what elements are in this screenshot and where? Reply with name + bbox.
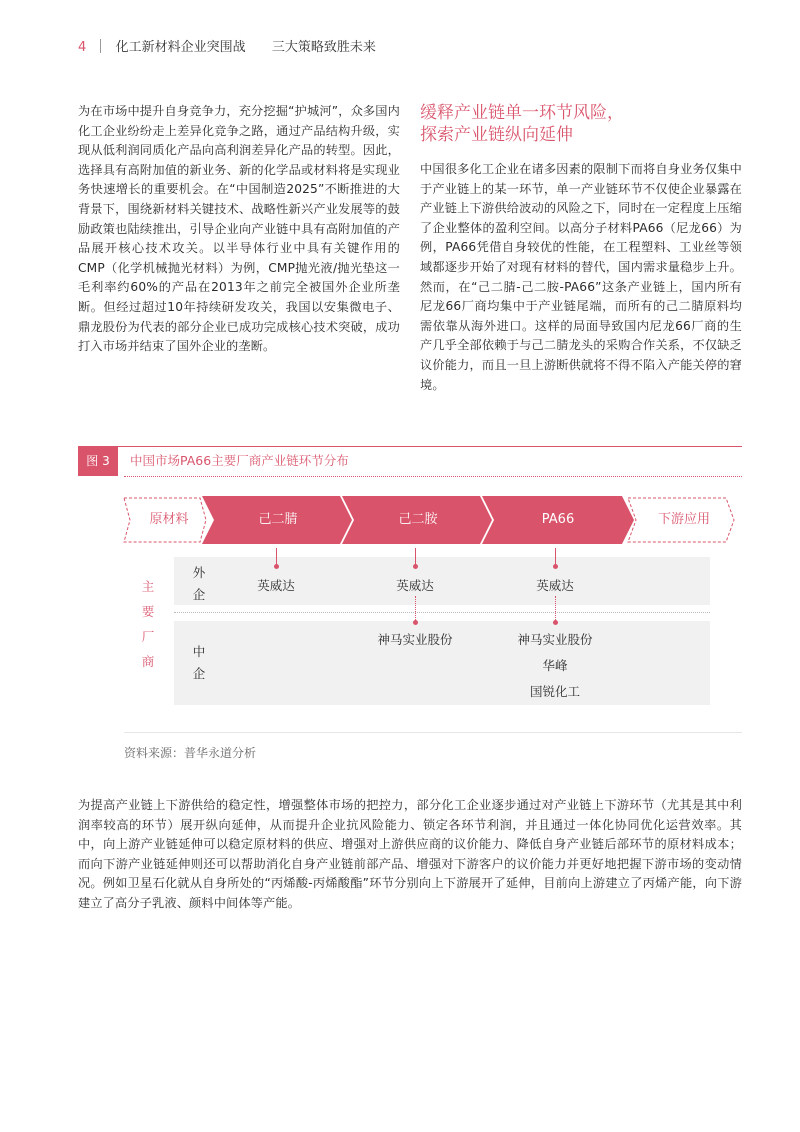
connector-dotted-line bbox=[415, 596, 416, 622]
domestic-pa66-company-1: 神马实业股份 bbox=[517, 632, 593, 647]
group-label-char: 厂 bbox=[141, 629, 155, 644]
figure-source: 资料来源：普华永道分析 bbox=[124, 746, 257, 760]
group-label-char: 主 bbox=[141, 579, 155, 594]
left-column bbox=[78, 102, 400, 357]
section-heading-line2: 探索产业链纵向延伸 bbox=[420, 125, 573, 145]
domestic-pa66-company-3: 国锐化工 bbox=[529, 684, 580, 699]
foreign-adiponitrile-company: 英威达 bbox=[257, 578, 295, 593]
foreign-label bbox=[191, 562, 207, 606]
header-subtitle: 三大策略致胜未来 bbox=[271, 40, 376, 55]
value-chain bbox=[122, 496, 742, 544]
chain-stage-pa66: PA66 bbox=[541, 512, 575, 527]
connector-dot bbox=[413, 620, 418, 625]
row-divider bbox=[174, 612, 710, 613]
connector-dot bbox=[413, 564, 418, 569]
connector-dot bbox=[553, 620, 558, 625]
figure-title-divider bbox=[124, 476, 742, 477]
left-paragraph: 为在市场中提升自身竞争力，充分挖掘“护城河”，众多国内化工企业纷纷走上差异化竞争之路，通过产品结构升级，实现从低利润同质化产品向高利润差异化产品的转型。因此，选择具有高附加值的新业务、新的化学品或材料将是实现业务快速增长的重要机会。在“中国制造2025”不断推进的大背景下，围绕新材料关键技术、战略性新兴产业发展等的鼓励政策也陆续推出，引导企业向产业链中具有高附加值的产品展开核心技术攻关。以半导体行业中具有关键作用的CMP（化学机械抛光材料）为例，CMP抛光液/抛光垫这一毛利率约60%的产品在2013年之前完全被国外企业所垄断。但经过超过10年持续研发攻关，我国以安集微电子、鼎龙股份为代表的部分企业已成功完成核心技术突破，成功打入市场并结束了国外企业的垄断。 bbox=[78, 104, 400, 354]
header-divider bbox=[100, 39, 101, 53]
chain-start-label: 原材料 bbox=[149, 512, 189, 527]
page-header bbox=[78, 36, 376, 55]
section-heading bbox=[420, 102, 742, 146]
header-title: 化工新材料企业突围战 bbox=[115, 40, 246, 55]
section-heading-line1: 缓释产业链单一环节风险， bbox=[420, 103, 624, 123]
connector-dot bbox=[274, 564, 279, 569]
chain-stage-hexamethylenediamine: 己二胺 bbox=[398, 512, 438, 527]
chain-stage-adiponitrile: 己二腈 bbox=[258, 512, 298, 527]
page-number: 4 bbox=[78, 40, 87, 55]
right-paragraph: 中国很多化工企业在诸多因素的限制下而将自身业务仅集中于产业链上的某一环节，单一产业链环节不仅使企业暴露在产业链上下游供给波动的风险之下，同时在一定程度上压缩了企业整体的盈利空间。以高分子材料PA66（尼龙66）为例，PA66凭借自身较优的性能，在工程塑料、工业丝等领域都逐步开始了对现有材料的替代，国内需求量稳步上升。然而，在“己二腈-己二胺-PA66”这条产业链上，国内所有尼龙66厂商均集中于产业链尾端，而所有的己二腈原料均需依靠从海外进口。这样的局面导致国内尼龙66厂商的生产几乎全部依赖于与己二腈龙头的采购合作关系，不仅缺乏议价能力，而且一旦上游断供就将不得不陷入产能关停的窘境。 bbox=[420, 162, 742, 392]
group-label-char: 要 bbox=[141, 604, 155, 619]
bottom-section bbox=[78, 796, 742, 914]
figure-label: 图 3 bbox=[78, 446, 118, 476]
right-column bbox=[420, 160, 742, 395]
foreign-label-char: 外 bbox=[192, 565, 206, 580]
figure-bottom-rule bbox=[124, 732, 742, 733]
group-label-char: 商 bbox=[141, 654, 155, 669]
domestic-label bbox=[191, 641, 207, 685]
connector-dot bbox=[553, 564, 558, 569]
foreign-hmda-company: 英威达 bbox=[396, 578, 434, 593]
manufacturer-group-label bbox=[140, 574, 156, 674]
foreign-label-char: 企 bbox=[192, 587, 206, 602]
chain-end-label: 下游应用 bbox=[657, 512, 710, 527]
bottom-paragraph: 为提高产业链上下游供给的稳定性，增强整体市场的把控力，部分化工企业逐步通过对产业链上下游环节（尤其是其中利润率较高的环节）展开纵向延伸，从而提升企业抗风险能力、锁定各环节利润，并且通过一体化协同优化运营效率。其中，向上游产业链延伸可以稳定原材料的供应、增强对上游供应商的议价能力、降低自身产业链后部环节的原材料成本；而向下游产业链延伸则还可以帮助消化自身产业链前部产品、增强对下游客户的议价能力并更好地把握下游市场的变动情况。例如卫星石化就从自身所处的“丙烯酸-丙烯酸酯”环节分别向上下游展开了延伸，目前向上游建立了丙烯产能，向下游建立了高分子乳液、颜料中间体等产能。 bbox=[78, 798, 742, 910]
domestic-label-char: 中 bbox=[192, 644, 206, 659]
domestic-label-char: 企 bbox=[192, 666, 206, 681]
connector-dotted-line bbox=[555, 596, 556, 622]
domestic-hmda-company: 神马实业股份 bbox=[377, 632, 453, 647]
domestic-pa66-company-2: 华峰 bbox=[542, 658, 568, 673]
foreign-pa66-company: 英威达 bbox=[536, 578, 574, 593]
figure-title: 中国市场PA66主要厂商产业链环节分布 bbox=[130, 453, 349, 468]
